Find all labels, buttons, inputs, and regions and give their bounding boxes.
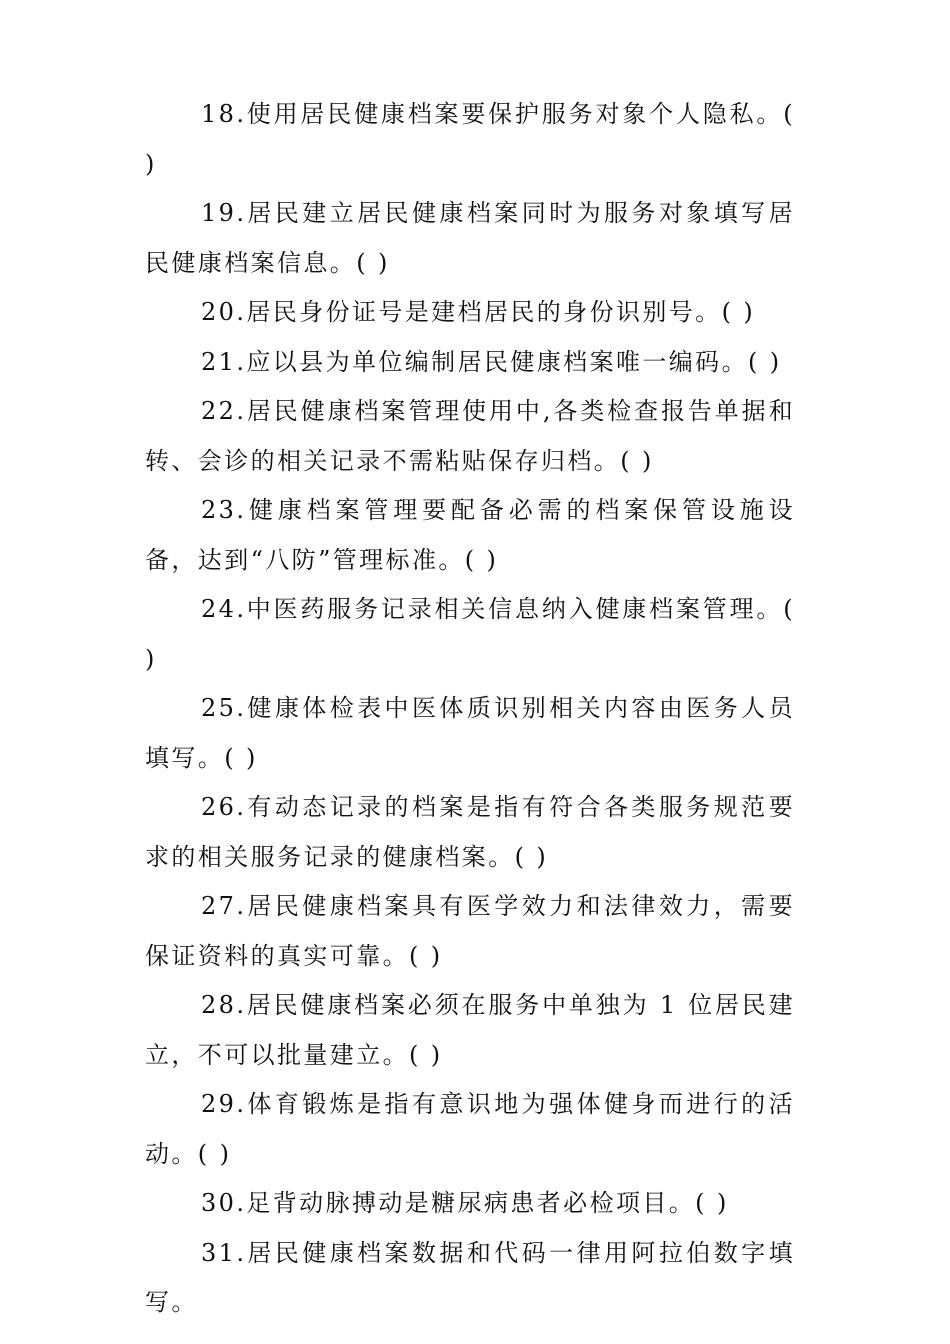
question-31: 31.居民健康档案数据和代码一律用阿拉伯数字填写。: [145, 1238, 795, 1316]
question-23: 23.健康档案管理要配备必需的档案保管设施设备，达到“八防”管理标准。( ): [145, 496, 795, 574]
question-list: [145, 90, 795, 1328]
question-24: 24.中医药服务记录相关信息纳入健康档案管理。( ): [145, 595, 795, 673]
question-20: 20.居民身份证号是建档居民的身份识别号。( ): [201, 298, 756, 326]
question-29: 29.体育锻炼是指有意识地为强体健身而进行的活动。( ): [145, 1090, 795, 1168]
question-25: 25.健康体检表中医体质识别相关内容由医务人员填写。( ): [145, 694, 795, 772]
question-21: 21.应以县为单位编制居民健康档案唯一编码。( ): [201, 347, 782, 376]
question-27: 27.居民健康档案具有医学效力和法律效力，需要保证资料的真实可靠。( ): [145, 892, 795, 970]
question-30: 30.足背动脉搏动是糖尿病患者必检项目。( ): [201, 1189, 729, 1217]
question-18: 18.使用居民健康档案要保护服务对象个人隐私。( ): [145, 100, 795, 178]
question-28: 28.居民健康档案必须在服务中单独为 1 位居民建立，不可以批量建立。( ): [145, 991, 795, 1069]
question-19: 19.居民建立居民健康档案同时为服务对象填写居民健康档案信息。( ): [145, 199, 795, 277]
question-22: 22.居民健康档案管理使用中,各类检查报告单据和转、会诊的相关记录不需粘贴保存归档。( ): [145, 397, 795, 475]
question-26: 26.有动态记录的档案是指有符合各类服务规范要求的相关服务记录的健康档案。( ): [145, 793, 795, 871]
